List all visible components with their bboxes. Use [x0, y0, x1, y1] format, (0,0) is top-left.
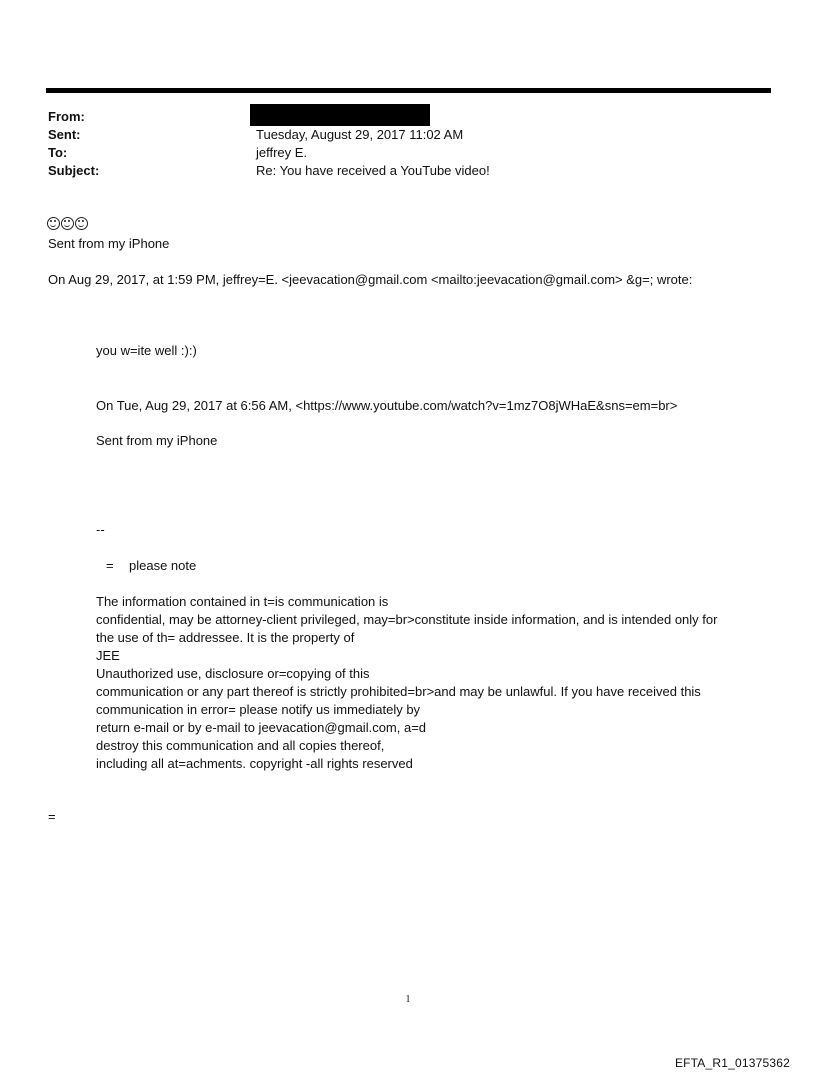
- sent-from-line: Sent from my iPhone: [48, 236, 170, 251]
- disclaimer-line: JEE: [96, 648, 120, 663]
- smiley-icon: [61, 217, 74, 230]
- smiley-icon: [75, 217, 88, 230]
- note-bullet: =: [106, 558, 114, 573]
- disclaimer-line: communication in error= please notify us immediately by: [96, 702, 421, 717]
- disclaimer-line: confidential, may be attorney-client privileged, may=br>constitute inside information, and is intended only for: [96, 612, 718, 627]
- reply-text: you w=ite well :):): [96, 343, 197, 358]
- sent-value: Tuesday, August 29, 2017 11:02 AM: [256, 127, 464, 142]
- emoji-row: [47, 217, 88, 233]
- trailing-marker: =: [48, 809, 56, 824]
- to-value: jeffrey E.: [256, 145, 308, 160]
- to-label: To:: [48, 145, 68, 160]
- disclaimer-line: Unauthorized use, disclosure or=copying of this: [96, 666, 370, 681]
- disclaimer-line: the use of th= addressee. It is the property of: [96, 630, 355, 645]
- signature-separator: --: [96, 522, 105, 537]
- header-top-rule: [46, 88, 771, 93]
- disclaimer-line: destroy this communication and all copies thereof,: [96, 738, 385, 753]
- quote-intro: On Aug 29, 2017, at 1:59 PM, jeffrey=E. <jeevacation@gmail.com <mailto:jeevacation@gmail.com> &g=; wrote:: [48, 272, 693, 287]
- disclaimer-line: communication or any part thereof is strictly prohibited=br>and may be unlawful. If you have received this: [96, 684, 701, 699]
- sent-label: Sent:: [48, 127, 81, 142]
- disclaimer-line: including all at=achments. copyright -all rights reserved: [96, 756, 413, 771]
- note-text: please note: [129, 558, 197, 573]
- disclaimer-line: return e-mail or by e-mail to jeevacation@gmail.com, a=d: [96, 720, 427, 735]
- subject-label: Subject:: [48, 163, 100, 178]
- page-number: 1: [405, 994, 411, 1005]
- from-redaction-bar: [250, 104, 430, 126]
- bates-number: EFTA_R1_01375362: [674, 1056, 790, 1070]
- disclaimer-line: The information contained in t=is communication is: [96, 594, 389, 609]
- nested-quote-intro: On Tue, Aug 29, 2017 at 6:56 AM, <https://www.youtube.com/watch?v=1mz7O8jWHaE&sns=em=br>: [96, 398, 678, 413]
- subject-value: Re: You have received a YouTube video!: [256, 163, 490, 178]
- smiley-icon: [47, 217, 60, 230]
- from-label: From:: [48, 109, 85, 124]
- nested-sent-from: Sent from my iPhone: [96, 433, 218, 448]
